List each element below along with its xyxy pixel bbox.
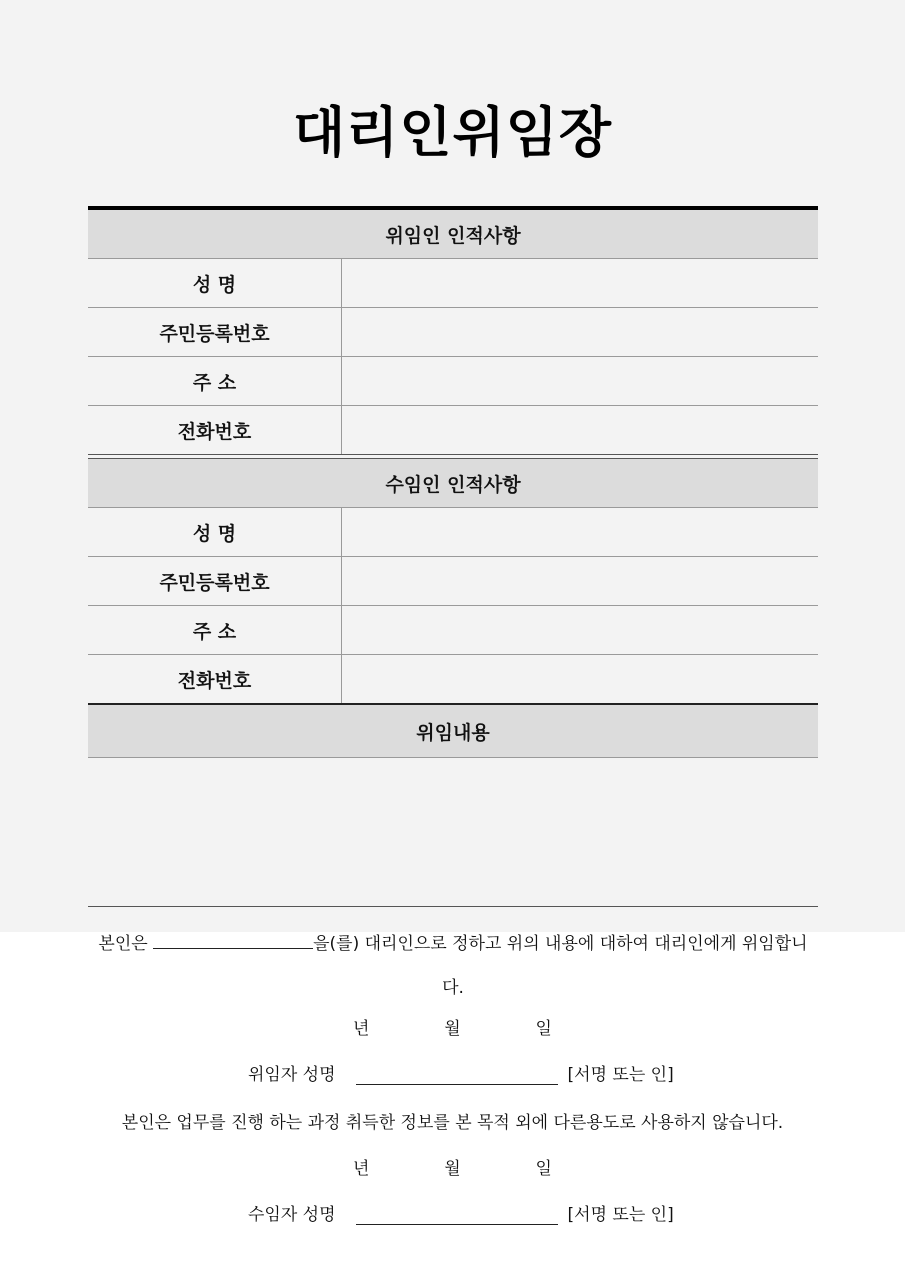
delegation-statement [88, 922, 818, 1010]
delegator-phone-row [88, 406, 818, 454]
delegator-phone-field[interactable] [342, 406, 818, 454]
agent-address-row [88, 606, 818, 655]
delegator-address-field[interactable] [342, 357, 818, 405]
field-label: 전화번호 [88, 406, 342, 454]
delegator-date-line [0, 1014, 905, 1039]
field-label: 성 명 [88, 508, 342, 556]
agent-id-row [88, 557, 818, 606]
year-label: 년 [353, 1159, 370, 1179]
agent-name-field[interactable] [342, 508, 818, 556]
delegator-signature-blank[interactable] [356, 1066, 558, 1085]
month-label: 월 [444, 1019, 461, 1039]
agent-sign-label: 수임자 성명 [248, 1205, 336, 1225]
agent-id-field[interactable] [342, 557, 818, 605]
day-label: 일 [535, 1019, 552, 1039]
month-label: 월 [444, 1159, 461, 1179]
delegator-sign-note: [서명 또는 인] [567, 1065, 674, 1085]
agent-phone-field[interactable] [342, 655, 818, 703]
delegator-signature-line [248, 1060, 674, 1085]
field-label: 주민등록번호 [88, 308, 342, 356]
delegator-address-row [88, 357, 818, 406]
delegation-content-field[interactable] [88, 758, 818, 907]
field-label: 주민등록번호 [88, 557, 342, 605]
delegator-id-row [88, 308, 818, 357]
year-label: 년 [353, 1019, 370, 1039]
agent-signature-blank[interactable] [356, 1206, 558, 1225]
proxy-form-table [88, 206, 818, 907]
agent-phone-row [88, 655, 818, 703]
privacy-statement: 본인은 업무를 진행 하는 과정 취득한 정보를 본 목적 외에 다른용도로 사용하지 않습니다. [121, 1113, 784, 1133]
agent-date-line [0, 1154, 905, 1179]
agent-section-heading: 수임인 인적사항 [88, 459, 818, 508]
delegator-name-row [88, 259, 818, 308]
field-label: 성 명 [88, 259, 342, 307]
field-label: 주 소 [88, 606, 342, 654]
delegator-sign-label: 위임자 성명 [248, 1065, 336, 1085]
delegator-name-field[interactable] [342, 259, 818, 307]
delegator-section-heading: 위임인 인적사항 [88, 210, 818, 259]
agent-sign-note: [서명 또는 인] [567, 1205, 674, 1225]
agent-name-row [88, 508, 818, 557]
agent-address-field[interactable] [342, 606, 818, 654]
agent-signature-line [248, 1200, 674, 1225]
statement-prefix: 본인은 [98, 934, 148, 954]
field-label: 전화번호 [88, 655, 342, 703]
statement-suffix: 을(를) 대리인으로 정하고 위의 내용에 대하여 대리인에게 위임합니다. [313, 934, 808, 998]
field-label: 주 소 [88, 357, 342, 405]
delegator-id-field[interactable] [342, 308, 818, 356]
content-section-heading: 위임내용 [88, 705, 818, 758]
agent-name-blank[interactable] [153, 930, 313, 949]
page-title: 대리인위임장 [293, 101, 612, 164]
day-label: 일 [535, 1159, 552, 1179]
